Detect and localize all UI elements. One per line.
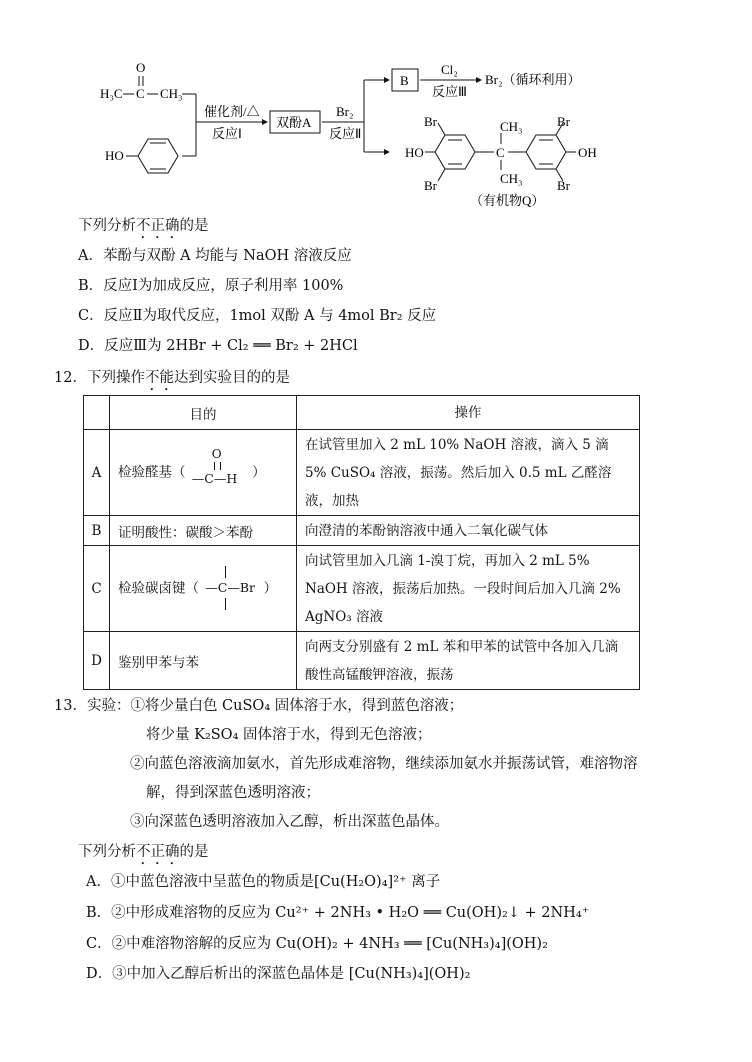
q13-number: 13． [54, 698, 87, 714]
scheme-drawing [0, 0, 752, 210]
aldehyde-double-bond [214, 462, 221, 470]
row-label: B [84, 516, 110, 546]
row-goal: 证明酸性：碳酸＞苯酚 [110, 516, 297, 546]
row-op: 向试管里加入几滴 1-溴丁烷，再加入 2 mL 5% NaOH 溶液，振荡后加热。一段时间后加入几滴 2% AgNO₃ 溶液 [297, 546, 640, 632]
halide-bond-bottom [225, 598, 226, 610]
br2-label: Br₂ [336, 104, 354, 119]
table-row-a [84, 430, 640, 516]
halide-bond-top [225, 566, 226, 578]
reaction-1-label: 反应Ⅰ [212, 126, 242, 141]
row-label: D [84, 632, 110, 690]
q12-table [83, 395, 640, 690]
q-oh: OH [578, 145, 597, 160]
row-label: A [84, 430, 110, 516]
row-goal [110, 546, 297, 632]
q13-option-c: C．②中难溶物溶解的反应为 Cu(OH)₂ + 4NH₃ ══ [Cu(NH₃)₄](OH)₂ [86, 936, 548, 952]
goal-end: ） [263, 580, 278, 596]
q-ch3-bottom: CH₃ [500, 171, 523, 186]
q13-option-b: B．②中形成难溶物的反应为 Cu²⁺ + 2NH₃ • H₂O ══ Cu(OH)₂↓ + 2NH₄⁺ [86, 905, 590, 921]
q13-prompt-emph: 不正确 [136, 844, 180, 860]
q12-number: 12． [54, 370, 87, 386]
row-goal: 鉴别甲苯与苯 [110, 632, 297, 690]
q13-option-a: A．①中蓝色溶液中呈蓝色的物质是[Cu(H₂O)₄]²⁺ 离子 [86, 874, 441, 890]
table-row-d [84, 632, 640, 690]
row-label: C [84, 546, 110, 632]
acetone-ch3-right: CH₃ [160, 86, 183, 101]
q-br-top-left: Br [424, 114, 437, 129]
halide-c: —C—Br [205, 579, 256, 595]
q11-option-d: D．反应Ⅲ为 2HBr + Cl₂ ══ Br₂ + 2HCl [78, 338, 358, 354]
q12-prompt-pre: 下列操作 [86, 370, 145, 386]
reaction-3-label: 反应Ⅲ [432, 84, 467, 99]
aldehyde-o: O [211, 446, 222, 461]
acetone-ch3-left: H₃C [100, 86, 123, 101]
header-empty [84, 396, 110, 430]
q11-prompt-post: 的是 [179, 218, 209, 234]
q13-prompt-post: 的是 [179, 844, 209, 860]
goal-text: 检验碳卤键（ [118, 580, 199, 596]
q13-text-1: 实验：①将少量白色 CuSO₄ 固体溶于水，得到蓝色溶液； [86, 698, 464, 714]
table-header-row [84, 396, 640, 430]
q11-prompt-emph: 不正确 [136, 218, 180, 234]
row-op: 向澄清的苯酚钠溶液中通入二氧化碳气体 [297, 516, 640, 546]
row-goal [110, 430, 297, 516]
goal-text: 检验醛基（ [118, 464, 186, 480]
box-b: B [400, 73, 409, 88]
row-op: 在试管里加入 2 mL 10% NaOH 溶液，滴入 5 滴 5% CuSO₄ 溶液，振荡。然后加入 0.5 mL 乙醛溶液，加热 [297, 430, 640, 516]
q11-prompt [78, 214, 209, 242]
row-op: 向两支分别盛有 2 mL 苯和甲苯的试管中各加入几滴酸性高锰酸钾溶液，振荡 [297, 632, 640, 690]
q13-prompt-pre: 下列分析 [78, 844, 136, 860]
aldehyde-c: —C—H [191, 470, 238, 486]
q-br-bottom-left: Br [424, 178, 437, 193]
q13-line-3: ②向蓝色溶液滴加氨水，首先形成难溶物，继续添加氨水并振荡试管，难溶物溶 [130, 756, 638, 772]
q-ch3-top: CH₃ [500, 119, 523, 134]
q12-prompt [54, 366, 290, 394]
cl2-label: Cl₂ [441, 62, 458, 77]
catalyst-label: 催化剂/△ [204, 104, 260, 119]
q-name: （有机物Q） [470, 193, 545, 208]
q11-option-a: A．苯酚与双酚 A 均能与 NaOH 溶液反应 [78, 248, 352, 264]
br2-recycle: Br₂（循环利用） [485, 72, 581, 87]
q-br-top-right: Br [557, 114, 570, 129]
q11-prompt-pre: 下列分析 [78, 218, 136, 234]
header-op: 操作 [297, 396, 640, 430]
q13-line-5: ③向深蓝色透明溶液加入乙醇，析出深蓝色晶体。 [130, 814, 449, 830]
reaction-2-label: 反应Ⅱ [329, 126, 362, 141]
q11-option-c: C．反应Ⅱ为取代反应，1mol 双酚 A 与 4mol Br₂ 反应 [78, 308, 437, 324]
q13-prompt [78, 840, 209, 868]
q-br-bottom-right: Br [557, 178, 570, 193]
q-c: C [496, 145, 505, 160]
q12-prompt-emph: 不能 [144, 370, 174, 386]
q13-line-1 [54, 694, 463, 715]
q11-option-b: B．反应Ⅰ为加成反应，原子利用率 100% [78, 278, 344, 294]
q12-prompt-post: 达到实验目的的是 [173, 370, 290, 386]
phenol-ho: HO [105, 148, 124, 163]
acetone-o: O [136, 60, 146, 75]
table-row-b [84, 516, 640, 546]
box-a: 双酚A [276, 115, 312, 130]
q13-option-d: D．③中加入乙醇后析出的深蓝色晶体是 [Cu(NH₃)₄](OH)₂ [86, 966, 471, 982]
table-row-c [84, 546, 640, 632]
goal-end: ） [252, 464, 266, 480]
q13-line-4: 解，得到深蓝色透明溶液； [146, 785, 320, 801]
acetone-c: C [136, 86, 145, 101]
aldehyde-structure [190, 446, 248, 493]
q-ho: HO [405, 145, 424, 160]
header-goal: 目的 [110, 396, 297, 430]
q13-line-2: 将少量 K₂SO₄ 固体溶于水，得到无色溶液； [146, 727, 432, 743]
halide-structure [203, 566, 259, 612]
